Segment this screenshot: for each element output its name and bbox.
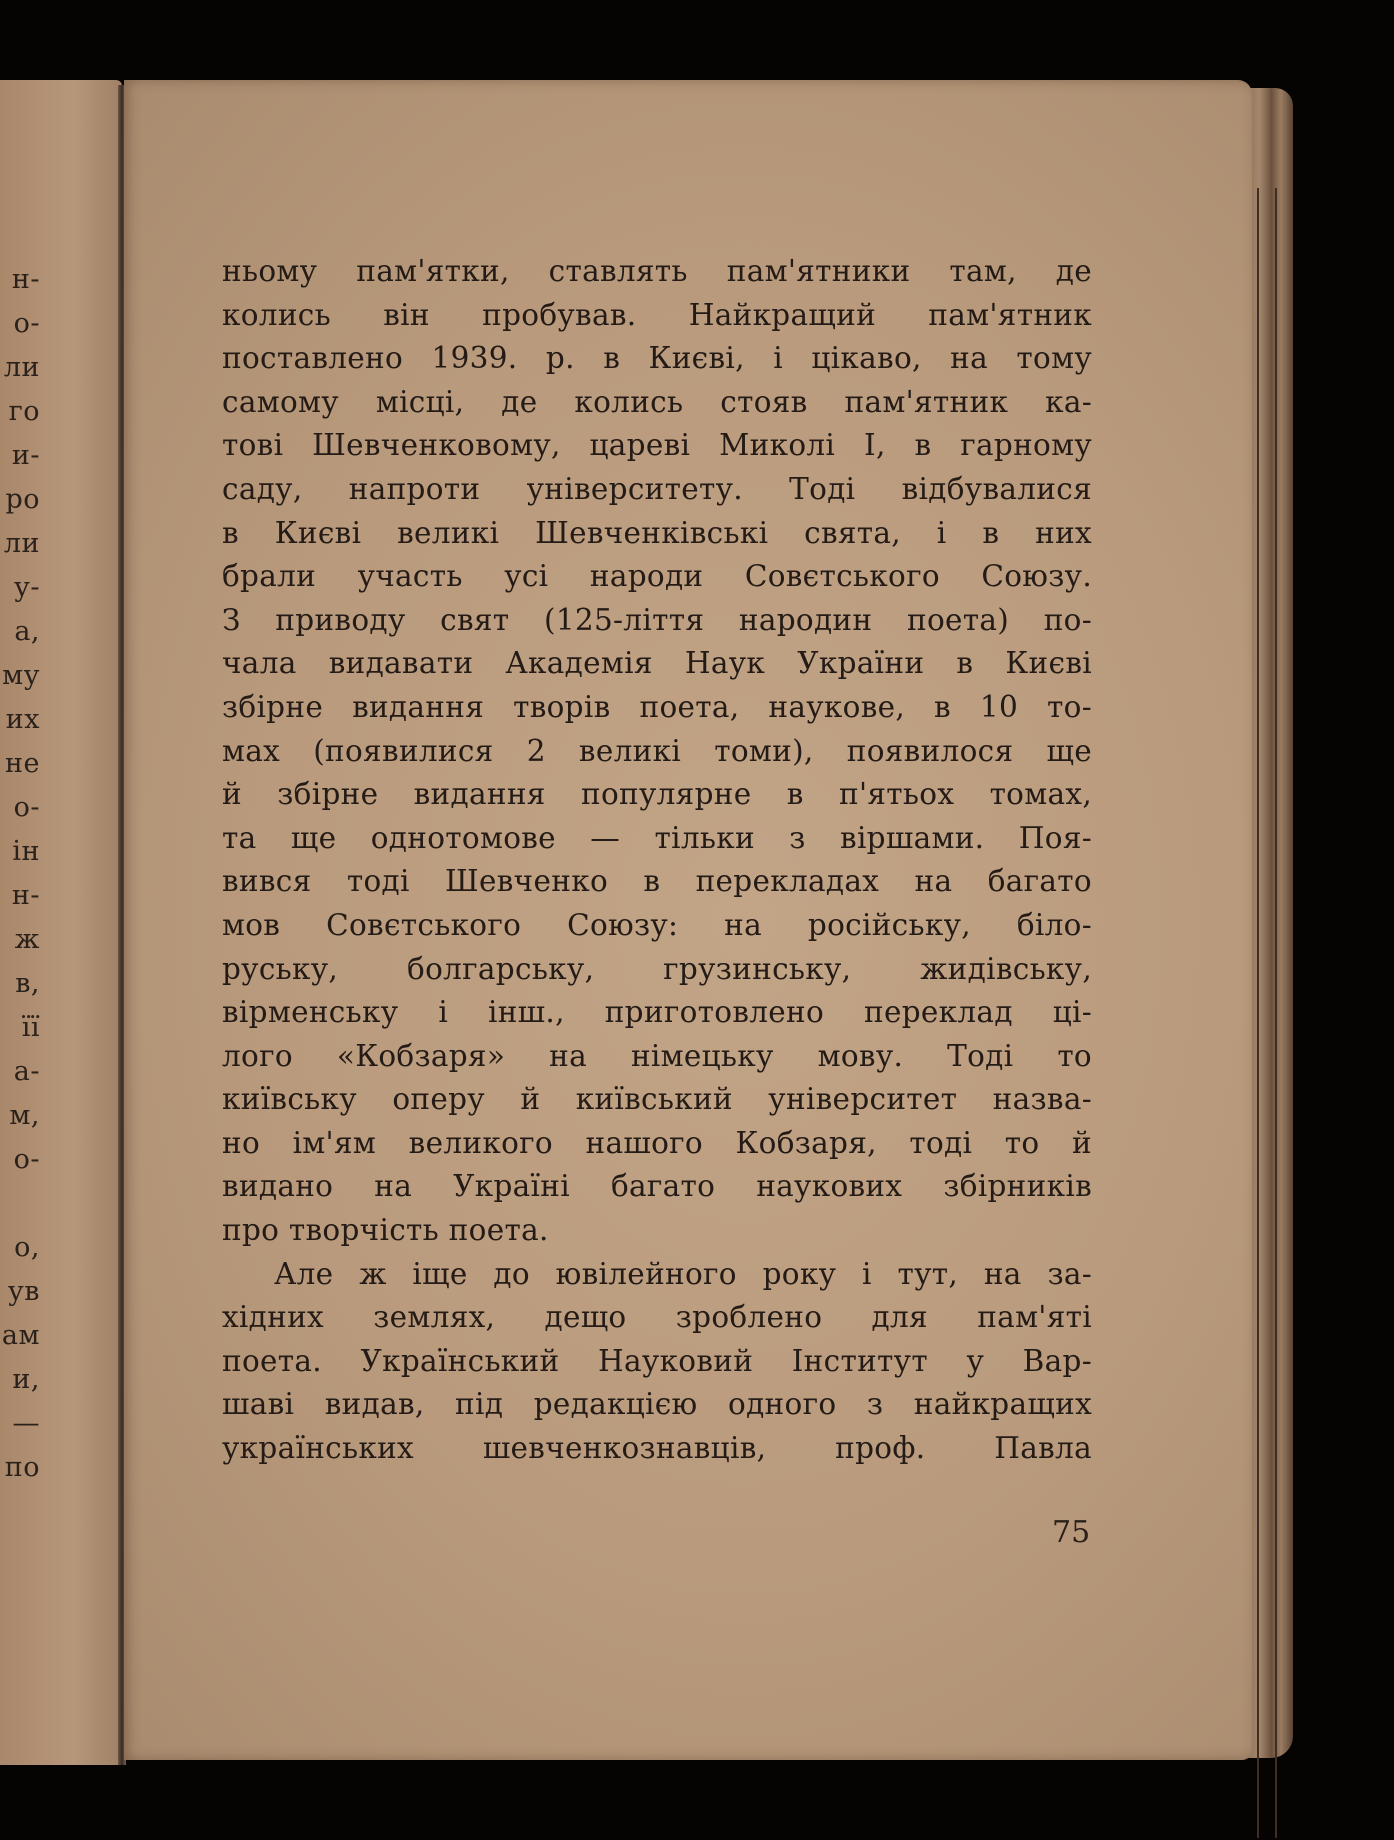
left-fragment: — [12,1408,40,1439]
left-fragment: и- [11,440,40,471]
text-line: шаві видав, під редакцією одного з найкращих [222,1387,1092,1422]
left-fragment: ли [3,528,40,559]
left-fragment [0,1182,40,1226]
left-fragment: в, [15,968,40,999]
right-page [124,80,1252,1760]
left-page-text-fragments [0,258,40,1490]
left-fragment: а, [14,616,40,647]
left-fragment: о- [13,792,40,823]
left-fragment: у- [13,572,40,603]
text-line: мов Совєтського Союзу: на російську, біло- [222,907,1092,942]
page-edges [1245,88,1293,1758]
text-line: колись він пробував. Найкращий пам'ятник [222,297,1092,332]
left-page [0,80,122,1765]
text-line: чала видавати Академія Наук України в Києві [222,646,1092,681]
left-fragment: по [4,1452,40,1483]
page-body-text [222,250,1092,1471]
text-line: поета. Український Науковий Інститут у Вар- [222,1343,1092,1378]
left-fragment: ро [5,484,40,515]
left-fragment: ж [14,924,40,955]
left-fragment: її [21,1012,40,1043]
text-line: З приводу свят (125-ліття народин поета) по- [222,602,1092,637]
text-line: ньому пам'ятки, ставлять пам'ятники там, де [222,254,1092,288]
text-line: лого «Кобзаря» на німецьку мову. Тоді то [222,1038,1092,1073]
text-line: збірне видання творів поета, наукове, в 10 то- [222,689,1092,724]
left-fragment: ув [7,1276,40,1307]
left-fragment: о- [13,1144,40,1175]
left-fragment: н- [11,880,40,911]
left-fragment: ам [1,1320,40,1351]
text-line: поставлено 1939. р. в Києві, і цікаво, на тому [222,341,1092,376]
text-line: та ще однотомове — тільки з віршами. Поя- [222,820,1092,855]
left-fragment: ін [12,836,40,867]
left-fragment: и, [12,1364,40,1395]
text-line-paragraph-end: про творчість поета. [222,1213,549,1248]
text-line-paragraph-start: Але ж іще до ювілейного року і тут, на за- [274,1256,1092,1291]
text-line: українських шевченкознавців, проф. Павла [222,1431,1092,1466]
left-fragment: о, [14,1232,40,1263]
text-line: в Києві великі Шевченківські свята, і в них [222,515,1092,550]
page-edge-line [1257,188,1259,1838]
text-line: но ім'ям великого нашого Кобзаря, тоді то й [222,1125,1092,1160]
left-fragment: ли [3,352,40,383]
text-line: тові Шевченковому, цареві Миколі І, в гарному [222,428,1092,463]
page-edge-line [1275,188,1277,1838]
text-line: київську оперу й київський університет назва- [222,1082,1092,1117]
left-fragment: а- [13,1056,40,1087]
left-fragment: о- [13,308,40,339]
left-fragment: го [8,396,40,427]
left-fragment: м, [9,1100,40,1131]
text-line: видано на Україні багато наукових збірників [222,1169,1092,1204]
text-line: й збірне видання популярне в п'ятьох томах, [222,777,1092,812]
text-line: брали участь усі народи Совєтського Союзу. [222,559,1092,594]
text-line: вився тоді Шевченко в перекладах на багато [222,864,1092,899]
text-line: хідних землях, дещо зроблено для пам'яті [222,1300,1092,1335]
left-fragment: не [5,748,40,779]
left-fragment: му [2,660,40,691]
text-line: самому місці, де колись стояв пам'ятник ка- [222,384,1092,419]
left-fragment: их [5,704,40,735]
page-number: 75 [1052,1515,1091,1550]
text-line: саду, напроти університету. Тоді відбувалися [222,471,1092,506]
text-line: руську, болгарську, грузинську, жидівську, [222,951,1092,986]
text-line: мах (появилися 2 великі томи), появилося ще [222,733,1092,768]
text-line: вірменську і інш., приготовлено переклад ці- [222,995,1092,1030]
left-fragment: н- [11,264,40,295]
